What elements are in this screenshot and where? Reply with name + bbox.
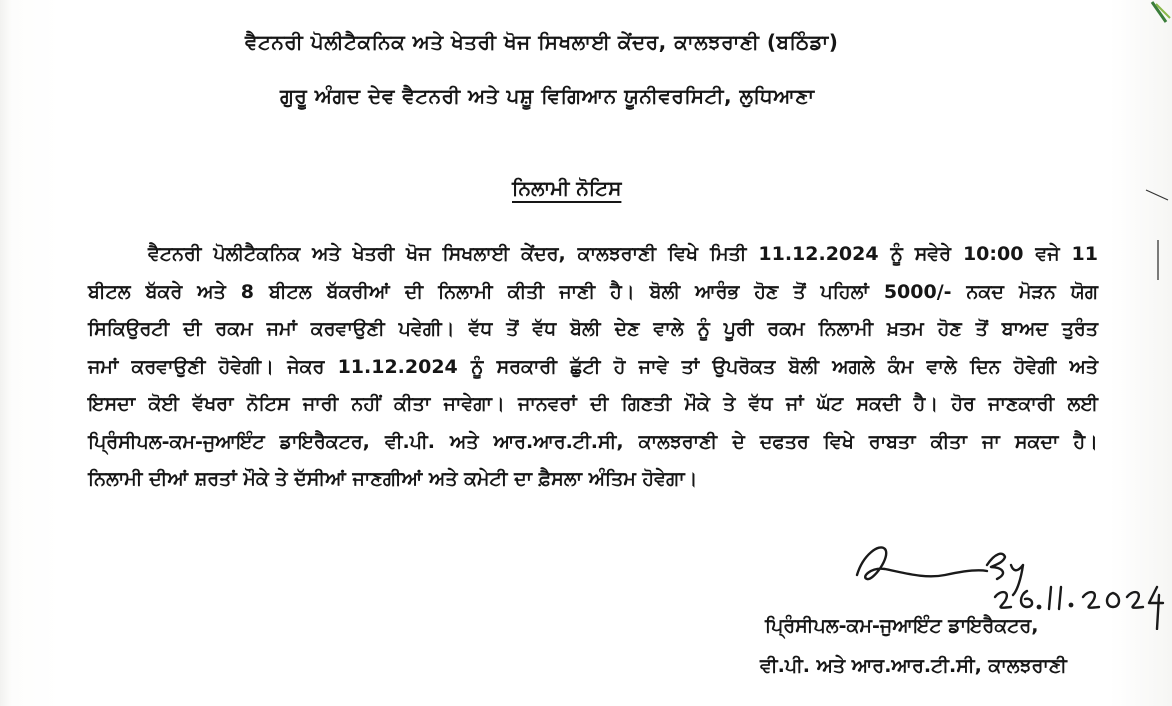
institute-name: ਵੈਟਨਰੀ ਪੋਲੀਟੈਕਨਿਕ ਅਤੇ ਖੇਤਰੀ ਖੋਜ ਸਿਖਲਾਈ ਕੇਂਦਰ, ਕਾਲਝਰਾਣੀ (ਬਠਿੰਡਾ) xyxy=(245,30,839,54)
body-line: ਸਿਕਿਉਰਟੀ ਦੀ ਰਕਮ ਜਮਾਂ ਕਰਵਾਉਣੀ ਪਵੇਗੀ। ਵੱਧ ਤੋਂ ਵੱਧ ਬੋਲੀ ਦੇਣ ਵਾਲੇ ਨੂੰ ਪੂਰੀ ਰਕਮ ਨਿਲਾਮੀ ਖ਼ਤਮ ਹੋਣ ਤੋਂ ਬਾਅਦ ਤੁਰੰਤ xyxy=(88,318,1098,340)
notice-title: ਨਿਲਾਮੀ ਨੋਟਿਸ xyxy=(512,176,622,200)
body-line: ਨਿਲਾਮੀ ਦੀਆਂ ਸ਼ਰਤਾਂ ਮੌਕੇ ਤੇ ਦੱਸੀਆਂ ਜਾਣਗੀਆਂ ਅਤੇ ਕਮੇਟੀ ਦਾ ਫ਼ੈਸਲਾ ਅੰਤਿਮ ਹੋਵੇਗਾ। xyxy=(88,468,698,490)
body-line: ਪ੍ਰਿੰਸੀਪਲ-ਕਮ-ਜੁਆਇੰਟ ਡਾਇਰੈਕਟਰ, ਵੀ.ਪੀ. ਅਤੇ ਆਰ.ਆਰ.ਟੀ.ਸੀ, ਕਾਲਝਰਾਣੀ ਦੇ ਦਫਤਰ ਵਿਖੇ ਰਾਬਤਾ ਕੀਤਾ ਜਾ ਸਕਦਾ ਹੈ। xyxy=(88,430,1098,453)
body-line: ਜਮਾਂ ਕਰਵਾਉਣੀ ਹੋਵੇਗੀ। ਜੇਕਰ 11.12.2024 ਨੂੰ ਸਰਕਾਰੀ ਛੁੱਟੀ ਹੋ ਜਾਵੇ ਤਾਂ ਉਪਰੋਕਤ ਬੋਲੀ ਅਗਲੇ ਕੰਮ ਵਾਲੇ ਦਿਨ ਹੋਵੇਗੀ ਅਤੇ xyxy=(88,355,1098,378)
signatory-designation: ਪ੍ਰਿੰਸੀਪਲ-ਕਮ-ਜੁਆਇੰਟ ਡਾਇਰੈਕਟਰ, xyxy=(765,615,1039,637)
university-name: ਗੁਰੂ ਅੰਗਦ ਦੇਵ ਵੈਟਨਰੀ ਅਤੇ ਪਸ਼ੂ ਵਿਗਿਆਨ ਯੂਨੀਵਰਸਿਟੀ, ਲੁਧਿਆਣਾ xyxy=(280,84,815,108)
scan-edge-mark xyxy=(1132,0,1172,706)
notice-body xyxy=(88,236,1098,499)
signatory-office: ਵੀ.ਪੀ. ਅਤੇ ਆਰ.ਆਰ.ਟੀ.ਸੀ, ਕਾਲਝਰਾਣੀ xyxy=(760,655,1067,677)
body-line: ਬੀਟਲ ਬੱਕਰੇ ਅਤੇ 8 ਬੀਟਲ ਬੱਕਰੀਆਂ ਦੀ ਨਿਲਾਮੀ ਕੀਤੀ ਜਾਣੀ ਹੈ। ਬੋਲੀ ਆਰੰਭ ਹੋਣ ਤੋਂ ਪਹਿਲਾਂ 5000/- ਨਕਦ ਮੋੜਨ ਯੋਗ xyxy=(88,280,1098,303)
body-line: ਇਸਦਾ ਕੋਈ ਵੱਖਰਾ ਨੋਟਿਸ ਜਾਰੀ ਨਹੀਂ ਕੀਤਾ ਜਾਵੇਗਾ। ਜਾਨਵਰਾਂ ਦੀ ਗਿਣਤੀ ਮੌਕੇ ਤੇ ਵੱਧ ਜਾਂ ਘੱਟ ਸਕਦੀ ਹੈ। ਹੋਰ ਜਾਣਕਾਰੀ ਲਈ xyxy=(88,393,1098,415)
body-line: ਵੈਟਨਰੀ ਪੋਲੀਟੈਕਨਿਕ ਅਤੇ ਖੇਤਰੀ ਖੋਜ ਸਿਖਲਾਈ ਕੇਂਦਰ, ਕਾਲਝਰਾਣੀ ਵਿਖੇ ਮਿਤੀ 11.12.2024 ਨੂੰ ਸਵੇਰੇ 10:00 ਵਜੇ 11 xyxy=(148,243,1098,265)
